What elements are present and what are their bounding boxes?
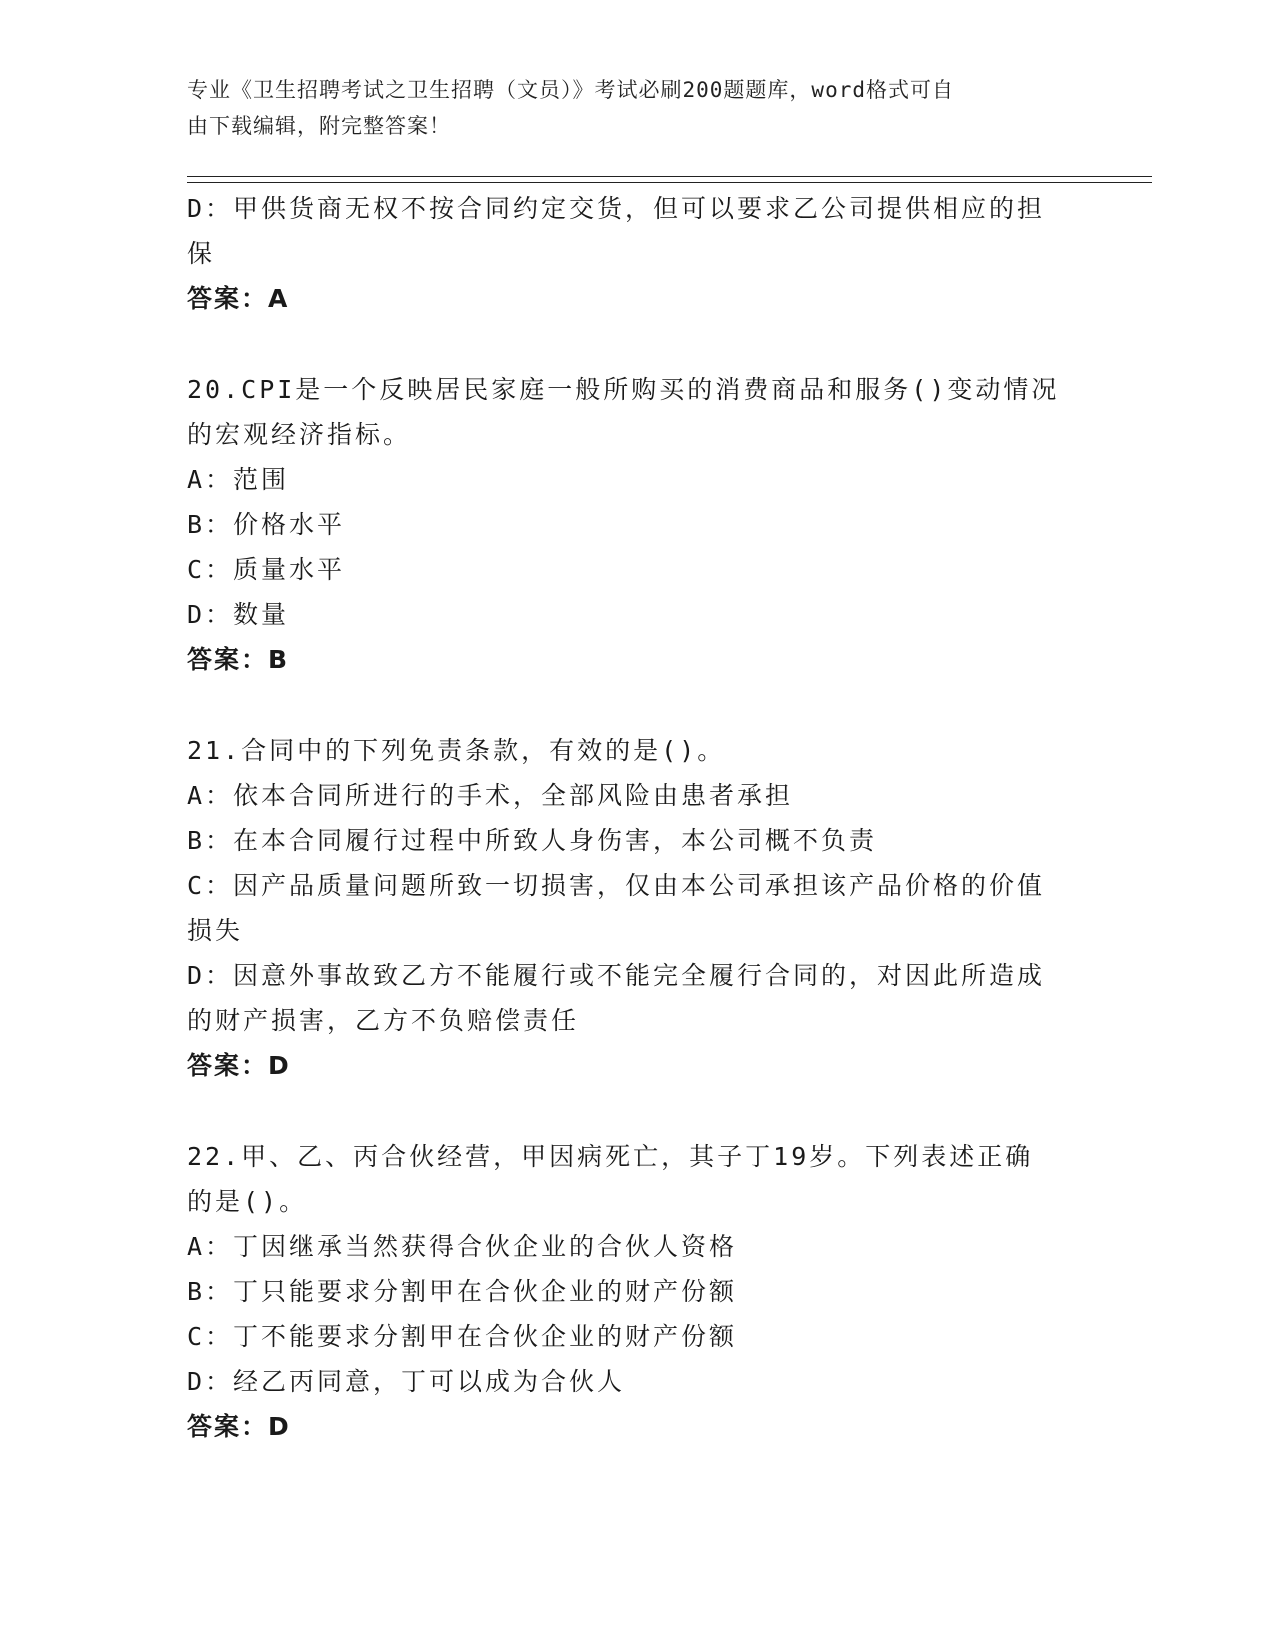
- previous-question-tail: [187, 186, 1077, 321]
- answer-label: 答案：A: [187, 284, 290, 313]
- question-21: [187, 728, 1077, 1088]
- option-c: C：质量水平: [187, 555, 346, 584]
- option-a: A：范围: [187, 465, 290, 494]
- option-c: C：丁不能要求分割甲在合伙企业的财产份额: [187, 1322, 738, 1351]
- answer-label: 答案：D: [187, 1051, 291, 1080]
- spacer: [187, 682, 1077, 728]
- document-body: [187, 186, 1077, 1449]
- question-stem-line-1: 20.CPI是一个反映居民家庭一般所购买的消费商品和服务()变动情况: [187, 375, 1060, 404]
- question-stem: 21.合同中的下列免责条款，有效的是()。: [187, 736, 726, 765]
- option-d-line-1: D：甲供货商无权不按合同约定交货，但可以要求乙公司提供相应的担: [187, 194, 1046, 223]
- option-b: B：在本合同履行过程中所致人身伤害，本公司概不负责: [187, 826, 878, 855]
- question-22: [187, 1134, 1077, 1449]
- header-line-2: 由下载编辑，附完整答案！: [187, 114, 451, 138]
- question-stem-line-2: 的是()。: [187, 1187, 308, 1216]
- option-b: B：价格水平: [187, 510, 346, 539]
- option-d-line-2: 的财产损害，乙方不负赔偿责任: [187, 1006, 580, 1035]
- spacer: [187, 1088, 1077, 1134]
- option-b: B：丁只能要求分割甲在合伙企业的财产份额: [187, 1277, 738, 1306]
- header-divider-top: [187, 176, 1152, 177]
- header-divider-bottom: [187, 182, 1152, 183]
- option-d-line-2: 保: [187, 239, 216, 268]
- option-a: A：依本合同所进行的手术，全部风险由患者承担: [187, 781, 794, 810]
- question-stem-line-1: 22.甲、乙、丙合伙经营，甲因病死亡，其子丁19岁。下列表述正确: [187, 1142, 1034, 1171]
- spacer: [187, 321, 1077, 367]
- question-20: [187, 367, 1077, 682]
- answer-label: 答案：D: [187, 1412, 291, 1441]
- option-d: D：经乙丙同意，丁可以成为合伙人: [187, 1367, 626, 1396]
- question-stem-line-2: 的宏观经济指标。: [187, 420, 412, 449]
- option-d: D：数量: [187, 600, 290, 629]
- option-c-line-2: 损失: [187, 916, 244, 945]
- option-d-line-1: D：因意外事故致乙方不能履行或不能完全履行合同的，对因此所造成: [187, 961, 1046, 990]
- document-header: [187, 72, 1067, 144]
- answer-label: 答案：B: [187, 645, 290, 674]
- header-line-1: 专业《卫生招聘考试之卫生招聘（文员）》考试必刷200题题库，word格式可自: [187, 78, 954, 102]
- option-c-line-1: C：因产品质量问题所致一切损害，仅由本公司承担该产品价格的价值: [187, 871, 1046, 900]
- option-a: A：丁因继承当然获得合伙企业的合伙人资格: [187, 1232, 738, 1261]
